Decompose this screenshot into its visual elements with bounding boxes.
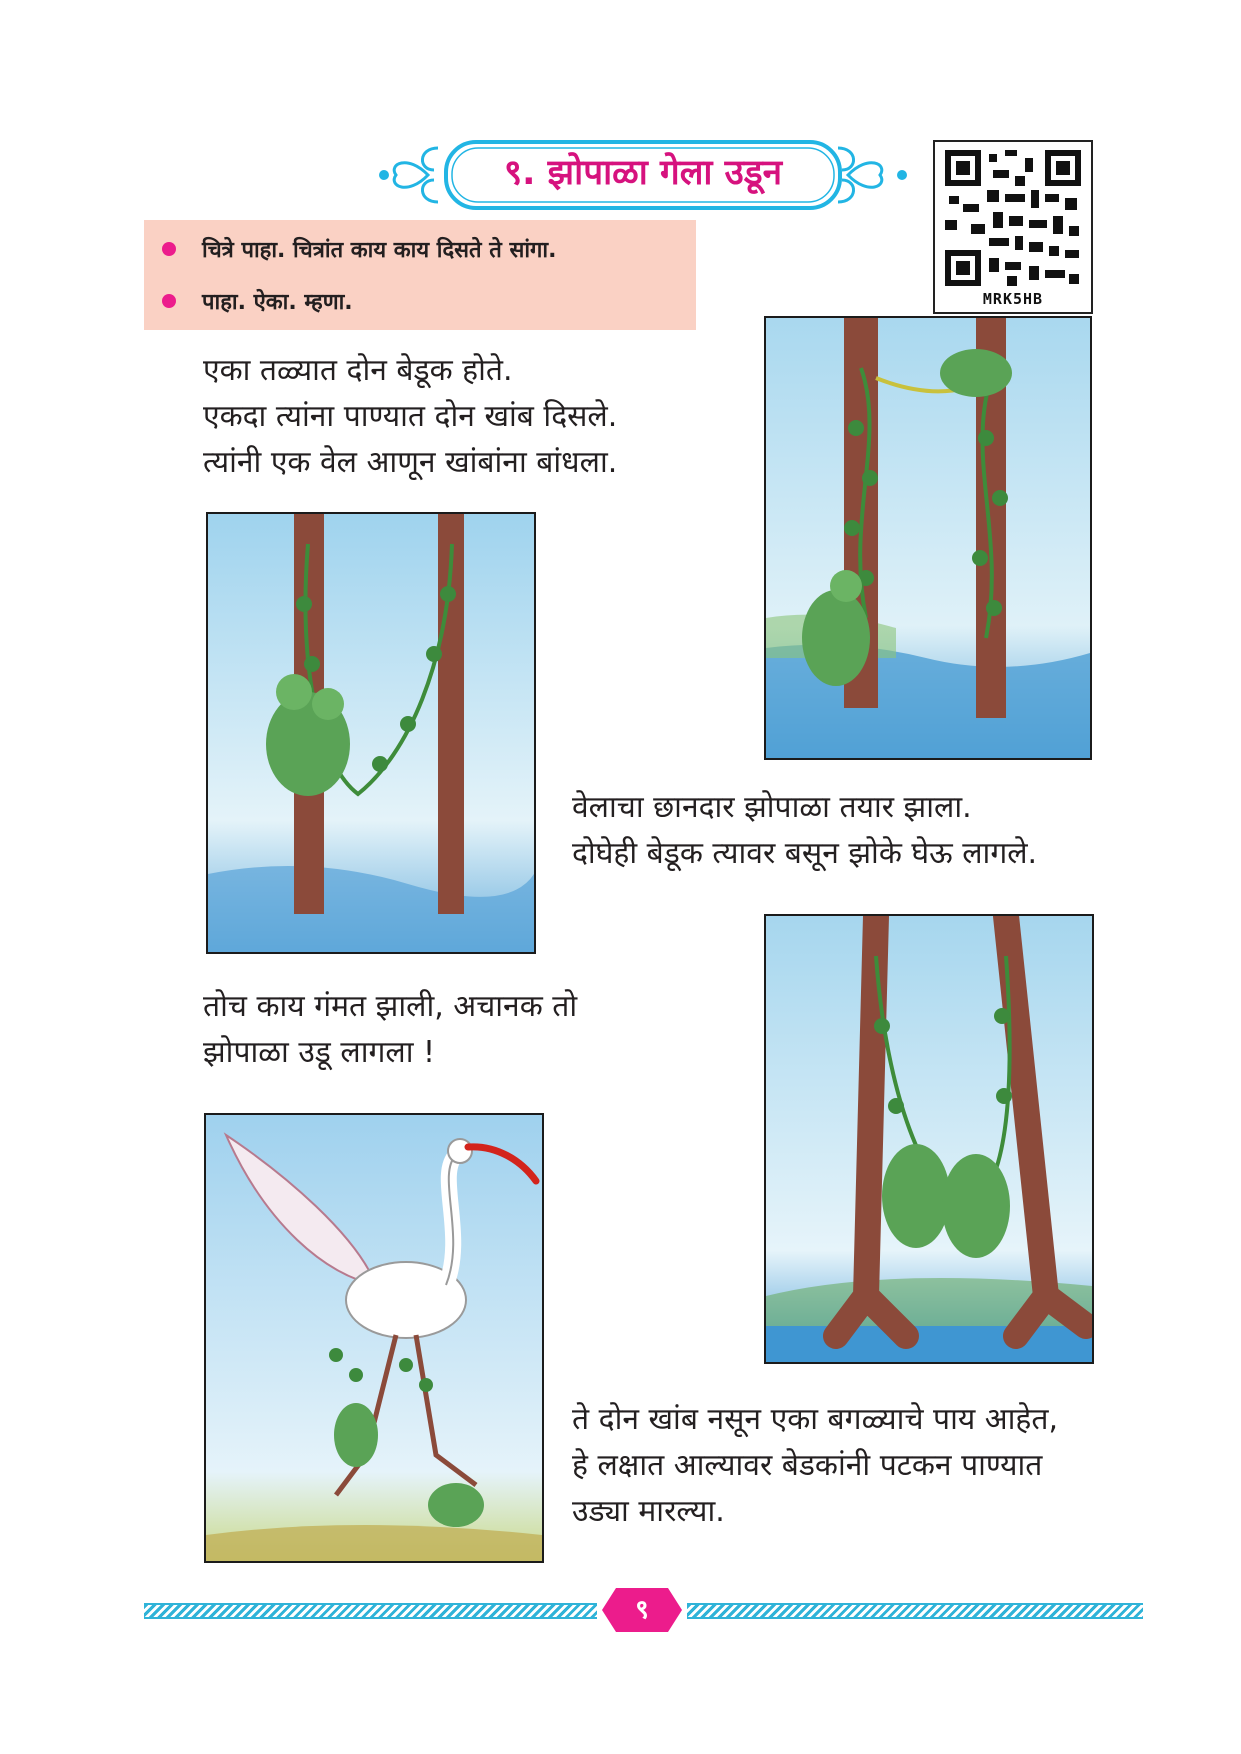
- story-line: तोच काय गंमत झाली, अचानक तो: [203, 989, 578, 1024]
- page-number: ९: [635, 1595, 649, 1625]
- story-line: हे लक्षात आल्यावर बेडकांनी पटकन पाण्यात: [572, 1448, 1043, 1483]
- instruction-text: चित्रे पाहा. चित्रांत काय काय दिसते ते सांगा.: [202, 238, 557, 263]
- story-line: त्यांनी एक वेल आणून खांबांना बांधला.: [203, 445, 618, 480]
- illustration-frogs-on-swing: [206, 512, 536, 954]
- lesson-title-banner: [378, 134, 908, 216]
- instruction-item: [162, 234, 556, 264]
- qr-code-icon[interactable]: [945, 150, 1081, 286]
- lesson-title: ९. झोपाळा गेला उडून: [503, 153, 783, 193]
- illustration-heron-frogs: [204, 1113, 544, 1563]
- instruction-box: [144, 220, 696, 330]
- story-line: ते दोन खांब नसून एका बगळ्याचे पाय आहेत,: [572, 1402, 1058, 1437]
- footer-band-right: [687, 1603, 1143, 1619]
- story-line: एकदा त्यांना पाण्यात दोन खांब दिसले.: [203, 399, 618, 434]
- story-paragraph-4: [572, 1397, 1058, 1535]
- instruction-item: [162, 286, 353, 316]
- story-paragraph-3: [203, 984, 577, 1076]
- qr-code-label: MRK5HB: [982, 290, 1044, 308]
- story-line: उड्या मारल्या.: [572, 1494, 725, 1529]
- instruction-text: पाहा. ऐका. म्हणा.: [202, 290, 353, 315]
- illustration-frogs-tying-vine: [764, 316, 1092, 760]
- footer-band-left: [144, 1603, 597, 1619]
- story-line: झोपाळा उडू लागला !: [203, 1035, 436, 1070]
- story-paragraph-2: [572, 785, 1037, 877]
- page-number-badge: [602, 1588, 682, 1632]
- story-line: दोघेही बेडूक त्यावर बसून झोके घेऊ लागले.: [572, 836, 1038, 871]
- story-paragraph-1: [203, 348, 617, 486]
- story-line: एका तळ्यात दोन बेडूक होते.: [203, 353, 513, 388]
- bullet-icon: [162, 242, 176, 256]
- story-line: वेलाचा छानदार झोपाळा तयार झाला.: [572, 790, 972, 825]
- qr-code-box[interactable]: [933, 140, 1093, 314]
- illustration-swing-flying: [764, 914, 1094, 1364]
- bullet-icon: [162, 294, 176, 308]
